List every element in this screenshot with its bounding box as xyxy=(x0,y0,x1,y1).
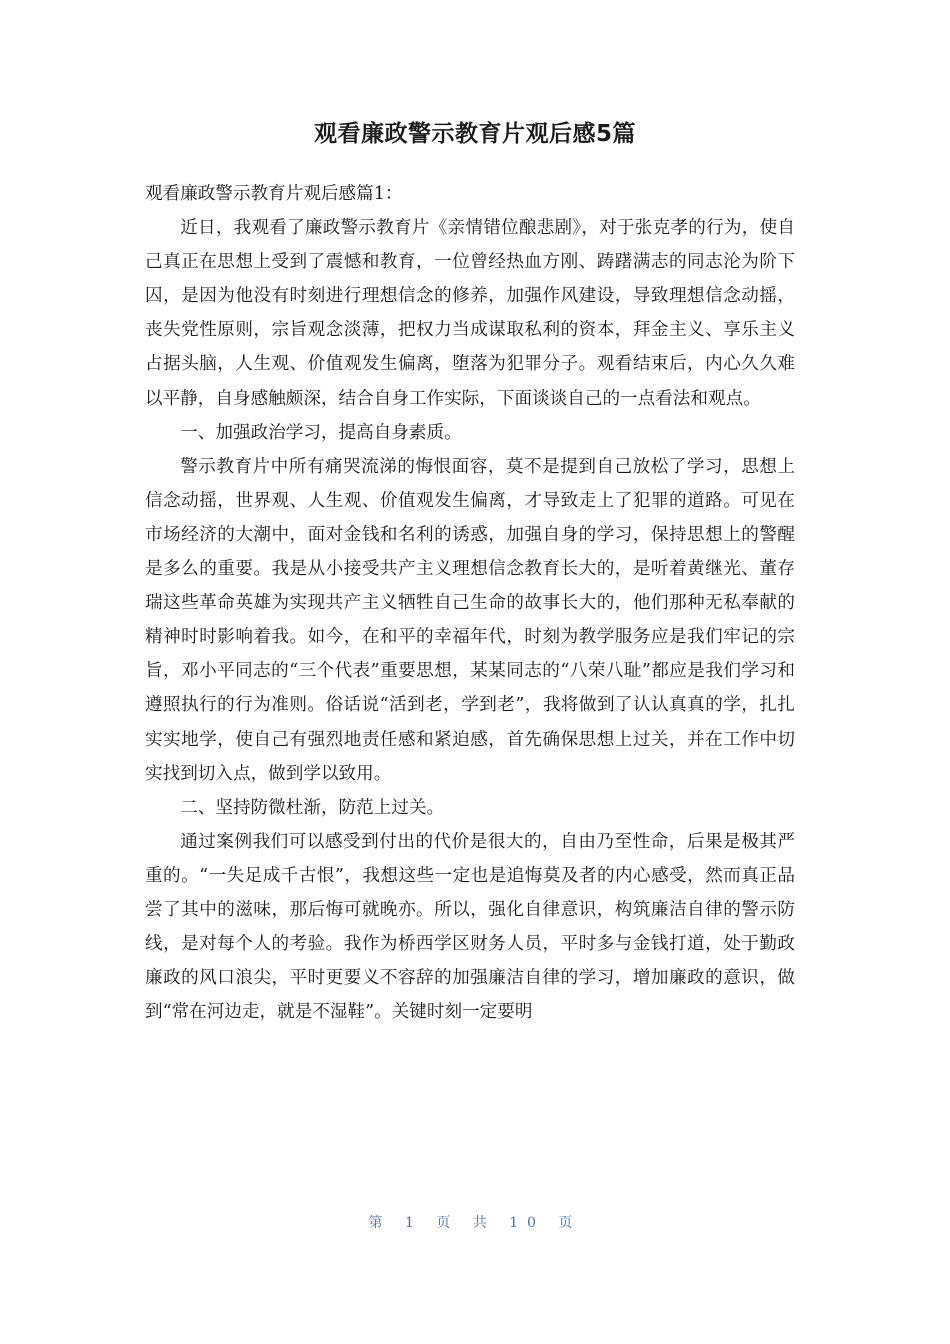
page-number-footer: 第 1 页 共 10 页 xyxy=(368,1215,582,1231)
subheading-political-study: 一、加强政治学习，提高自身素质。 xyxy=(180,422,462,443)
document-title: 观看廉政警示教育片观后感5篇 xyxy=(313,121,636,147)
document-body xyxy=(145,177,795,1029)
paragraph-prevention: 通过案例我们可以感受到付出的代价是很大的，自由乃至性命，后果是极其严重的。“一失足成千古恨”，我想这些一定也是追悔莫及者的内心感受，然而真正品尝了其中的滋味，那后悔可就晚亦。所以，强化自律意识，构筑廉洁自律的警示防线，是对每个人的考验。我作为桥西学区财务人员，平时多与金钱打道，处于勤政廉政的风口浪尖，平时更要义不容辞的加强廉洁自律的学习，增加廉政的意识，做到“常在河边走，就是不湿鞋”。关键时刻一定要明 xyxy=(145,831,795,1023)
section-heading: 观看廉政警示教育片观后感篇1： xyxy=(145,184,403,204)
paragraph-political-study: 警示教育片中所有痛哭流涕的悔恨面容，莫不是提到自己放松了学习，思想上信念动摇，世界观、人生观、价值观发生偏离，才导致走上了犯罪的道路。可见在市场经济的大潮中，面对金钱和名利的诱惑，加强自身的学习，保持思想上的警醒是多么的重要。我是从小接受共产主义理想信念教育长大的，是听着黄继光、董存瑞这些革命英雄为实现共产主义牺牲自己生命的故事长大的，他们那种无私奉献的精神时时影响着我。如今，在和平的幸福年代，时刻为教学服务应是我们牢记的宗旨，邓小平同志的“三个代表”重要思想，某某同志的“八荣八耻”都应是我们学习和遵照执行的行为准则。俗话说“活到老，学到老”，我将做到了认认真真的学，扎扎实实地学，使自己有强烈地责任感和紧迫感，首先确保思想上过关，并在工作中切实找到切入点，做到学以致用。 xyxy=(145,456,795,784)
subheading-prevention: 二、坚持防微杜渐，防范上过关。 xyxy=(180,797,445,818)
paragraph-intro: 近日，我观看了廉政警示教育片《亲情错位酿悲剧》，对于张克孝的行为，使自己真正在思想上受到了震憾和教育，一位曾经热血方刚、踌躇满志的同志沦为阶下囚，是因为他没有时刻进行理想信念的修养，加强作风建设，导致理想信念动摇，丧失党性原则，宗旨观念淡薄，把权力当成谋取私利的资本，拜金主义、享乐主义占据头脑，人生观、价值观发生偏离，堕落为犯罪分子。观看结束后，内心久久难以平静，自身感触颇深，结合自身工作实际，下面谈谈自己的一点看法和观点。 xyxy=(145,218,795,409)
